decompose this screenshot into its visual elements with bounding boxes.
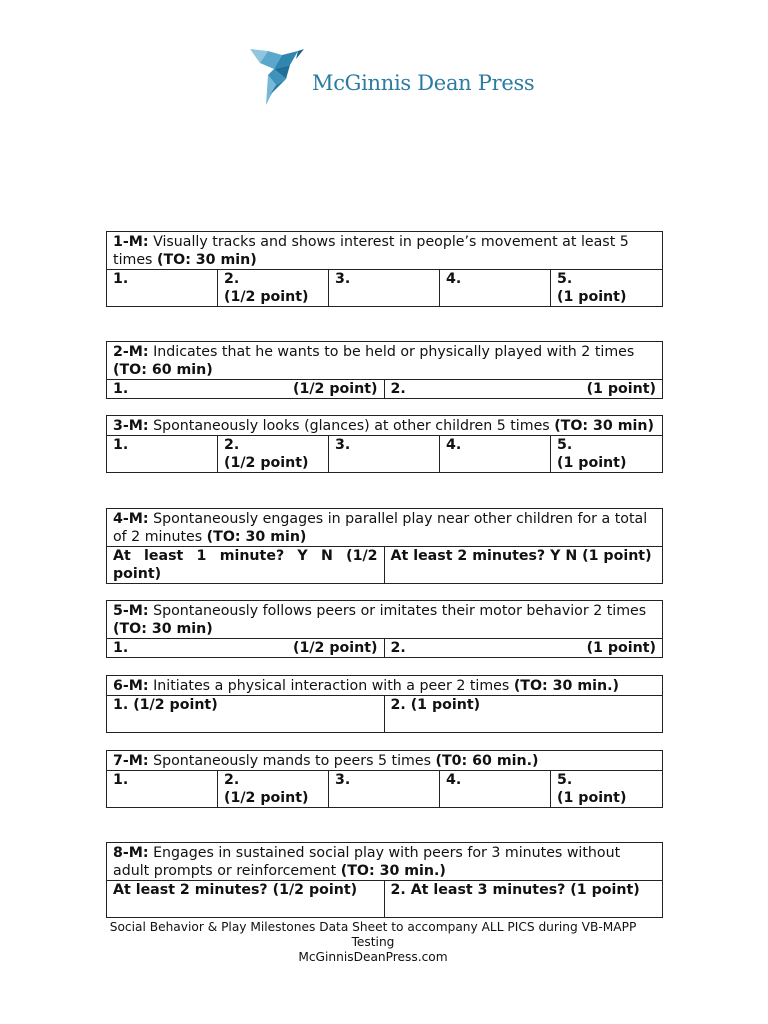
trial-cell[interactable]: 5. (1 point) — [557, 772, 627, 806]
milestone-4m — [106, 508, 663, 584]
trial-number: 1. — [113, 381, 129, 397]
milestone-1m — [106, 231, 663, 307]
milestone-question — [107, 601, 662, 639]
milestone-text: Indicates that he wants to be held or physically played with 2 times — [148, 344, 635, 360]
trial-number: 2. — [390, 381, 406, 397]
trial-cell[interactable]: 2. (1/2 point) — [218, 270, 329, 306]
milestone-question — [107, 509, 662, 547]
trial-cell[interactable]: 5. (1 point) — [557, 271, 627, 305]
point-label: (1/2 point) — [293, 640, 378, 656]
footer-caption: Social Behavior & Play Milestones Data Sheet to accompany ALL PICS during VB-MAPP Testing — [109, 920, 637, 949]
milestone-8m — [106, 842, 663, 918]
timeout-label: (TO: 30 min) — [113, 621, 213, 637]
yes-no-cell[interactable]: At least 2 minutes? (1/2 point) — [107, 881, 385, 917]
trial-cell[interactable]: 1. — [107, 771, 218, 807]
milestone-3m — [106, 415, 663, 473]
trial-cell[interactable]: 2. (1 point) — [390, 697, 481, 713]
trial-cell[interactable] — [385, 639, 663, 657]
milestone-id: 4-M: — [113, 511, 149, 527]
timeout-label: (TO: 30 min) — [156, 252, 257, 268]
milestone-text: Engages in sustained social play with peers for 3 minutes without adult prompts or reinforcement — [113, 845, 621, 879]
milestone-id: 6-M: — [113, 678, 149, 694]
point-label: (1 point) — [586, 640, 656, 656]
yes-no-cell[interactable]: 2. At least 3 minutes? (1 point) — [390, 882, 640, 898]
trial-cell[interactable]: 1. (1/2 point) — [107, 696, 385, 732]
milestone-text: Spontaneously mands to peers 5 times — [148, 753, 436, 769]
milestone-text: Initiates a physical interaction with a peer 2 times — [148, 678, 514, 694]
milestone-id: 2-M: — [113, 344, 149, 360]
milestone-question — [107, 843, 662, 881]
milestone-question — [107, 416, 662, 436]
milestone-question — [107, 751, 662, 771]
trial-number: 1. — [113, 640, 129, 656]
trial-cell[interactable] — [385, 380, 663, 398]
milestone-id: 8-M: — [113, 845, 149, 861]
milestone-question — [107, 232, 662, 270]
milestone-7m — [106, 750, 663, 808]
trial-cell[interactable]: 1. — [107, 270, 218, 306]
point-label: (1/2 point) — [293, 381, 378, 397]
timeout-label: (TO: 30 min) — [206, 529, 307, 545]
milestone-id: 1-M: — [113, 234, 149, 250]
trial-cell[interactable]: 3. — [329, 436, 440, 472]
milestone-question — [107, 342, 662, 380]
footer-url: McGinnisDeanPress.com — [298, 950, 448, 964]
milestone-question — [107, 676, 662, 696]
brand-logo — [246, 42, 534, 106]
milestone-5m — [106, 600, 663, 658]
point-label: (1 point) — [586, 381, 656, 397]
trial-cell[interactable]: 5. (1 point) — [557, 437, 627, 471]
trial-cell[interactable]: 4. — [440, 436, 551, 472]
trial-cell[interactable]: 2. (1/2 point) — [218, 436, 329, 472]
milestone-text: Spontaneously follows peers or imitates their motor behavior 2 times — [148, 603, 647, 619]
brand-name: McGinnis Dean Press — [312, 71, 535, 95]
trial-cell[interactable]: 3. — [329, 270, 440, 306]
yes-no-cell[interactable]: At least 1 minute? Y N (1/2 point) — [107, 547, 385, 583]
yes-no-cell[interactable]: At least 2 minutes? Y N (1 point) — [390, 548, 652, 564]
milestone-id: 3-M: — [113, 418, 149, 434]
trial-cell[interactable]: 2. (1/2 point) — [218, 771, 329, 807]
milestone-id: 7-M: — [113, 753, 149, 769]
timeout-label: (T0: 60 min.) — [435, 753, 539, 769]
page-footer — [106, 920, 640, 965]
trial-cell[interactable]: 4. — [440, 771, 551, 807]
milestone-text: Visually tracks and shows interest in people’s movement at least 5 times — [113, 234, 629, 268]
trial-cell[interactable]: 3. — [329, 771, 440, 807]
timeout-label: (TO: 30 min) — [554, 418, 654, 434]
timeout-label: (TO: 30 min.) — [340, 863, 446, 879]
timeout-label: (TO: 30 min.) — [513, 678, 619, 694]
timeout-label: (TO: 60 min) — [113, 362, 213, 378]
trial-number: 2. — [390, 640, 406, 656]
trial-cell[interactable]: 1. — [107, 436, 218, 472]
trial-cell[interactable] — [107, 380, 385, 398]
milestone-text: Spontaneously looks (glances) at other children 5 times — [148, 418, 555, 434]
milestone-6m — [106, 675, 663, 733]
trial-cell[interactable]: 4. — [440, 270, 551, 306]
milestone-id: 5-M: — [113, 603, 149, 619]
trial-cell[interactable] — [107, 639, 385, 657]
milestone-2m — [106, 341, 663, 399]
origami-bird-icon — [246, 45, 306, 107]
milestone-text: Spontaneously engages in parallel play near other children for a total of 2 minutes — [113, 511, 648, 545]
